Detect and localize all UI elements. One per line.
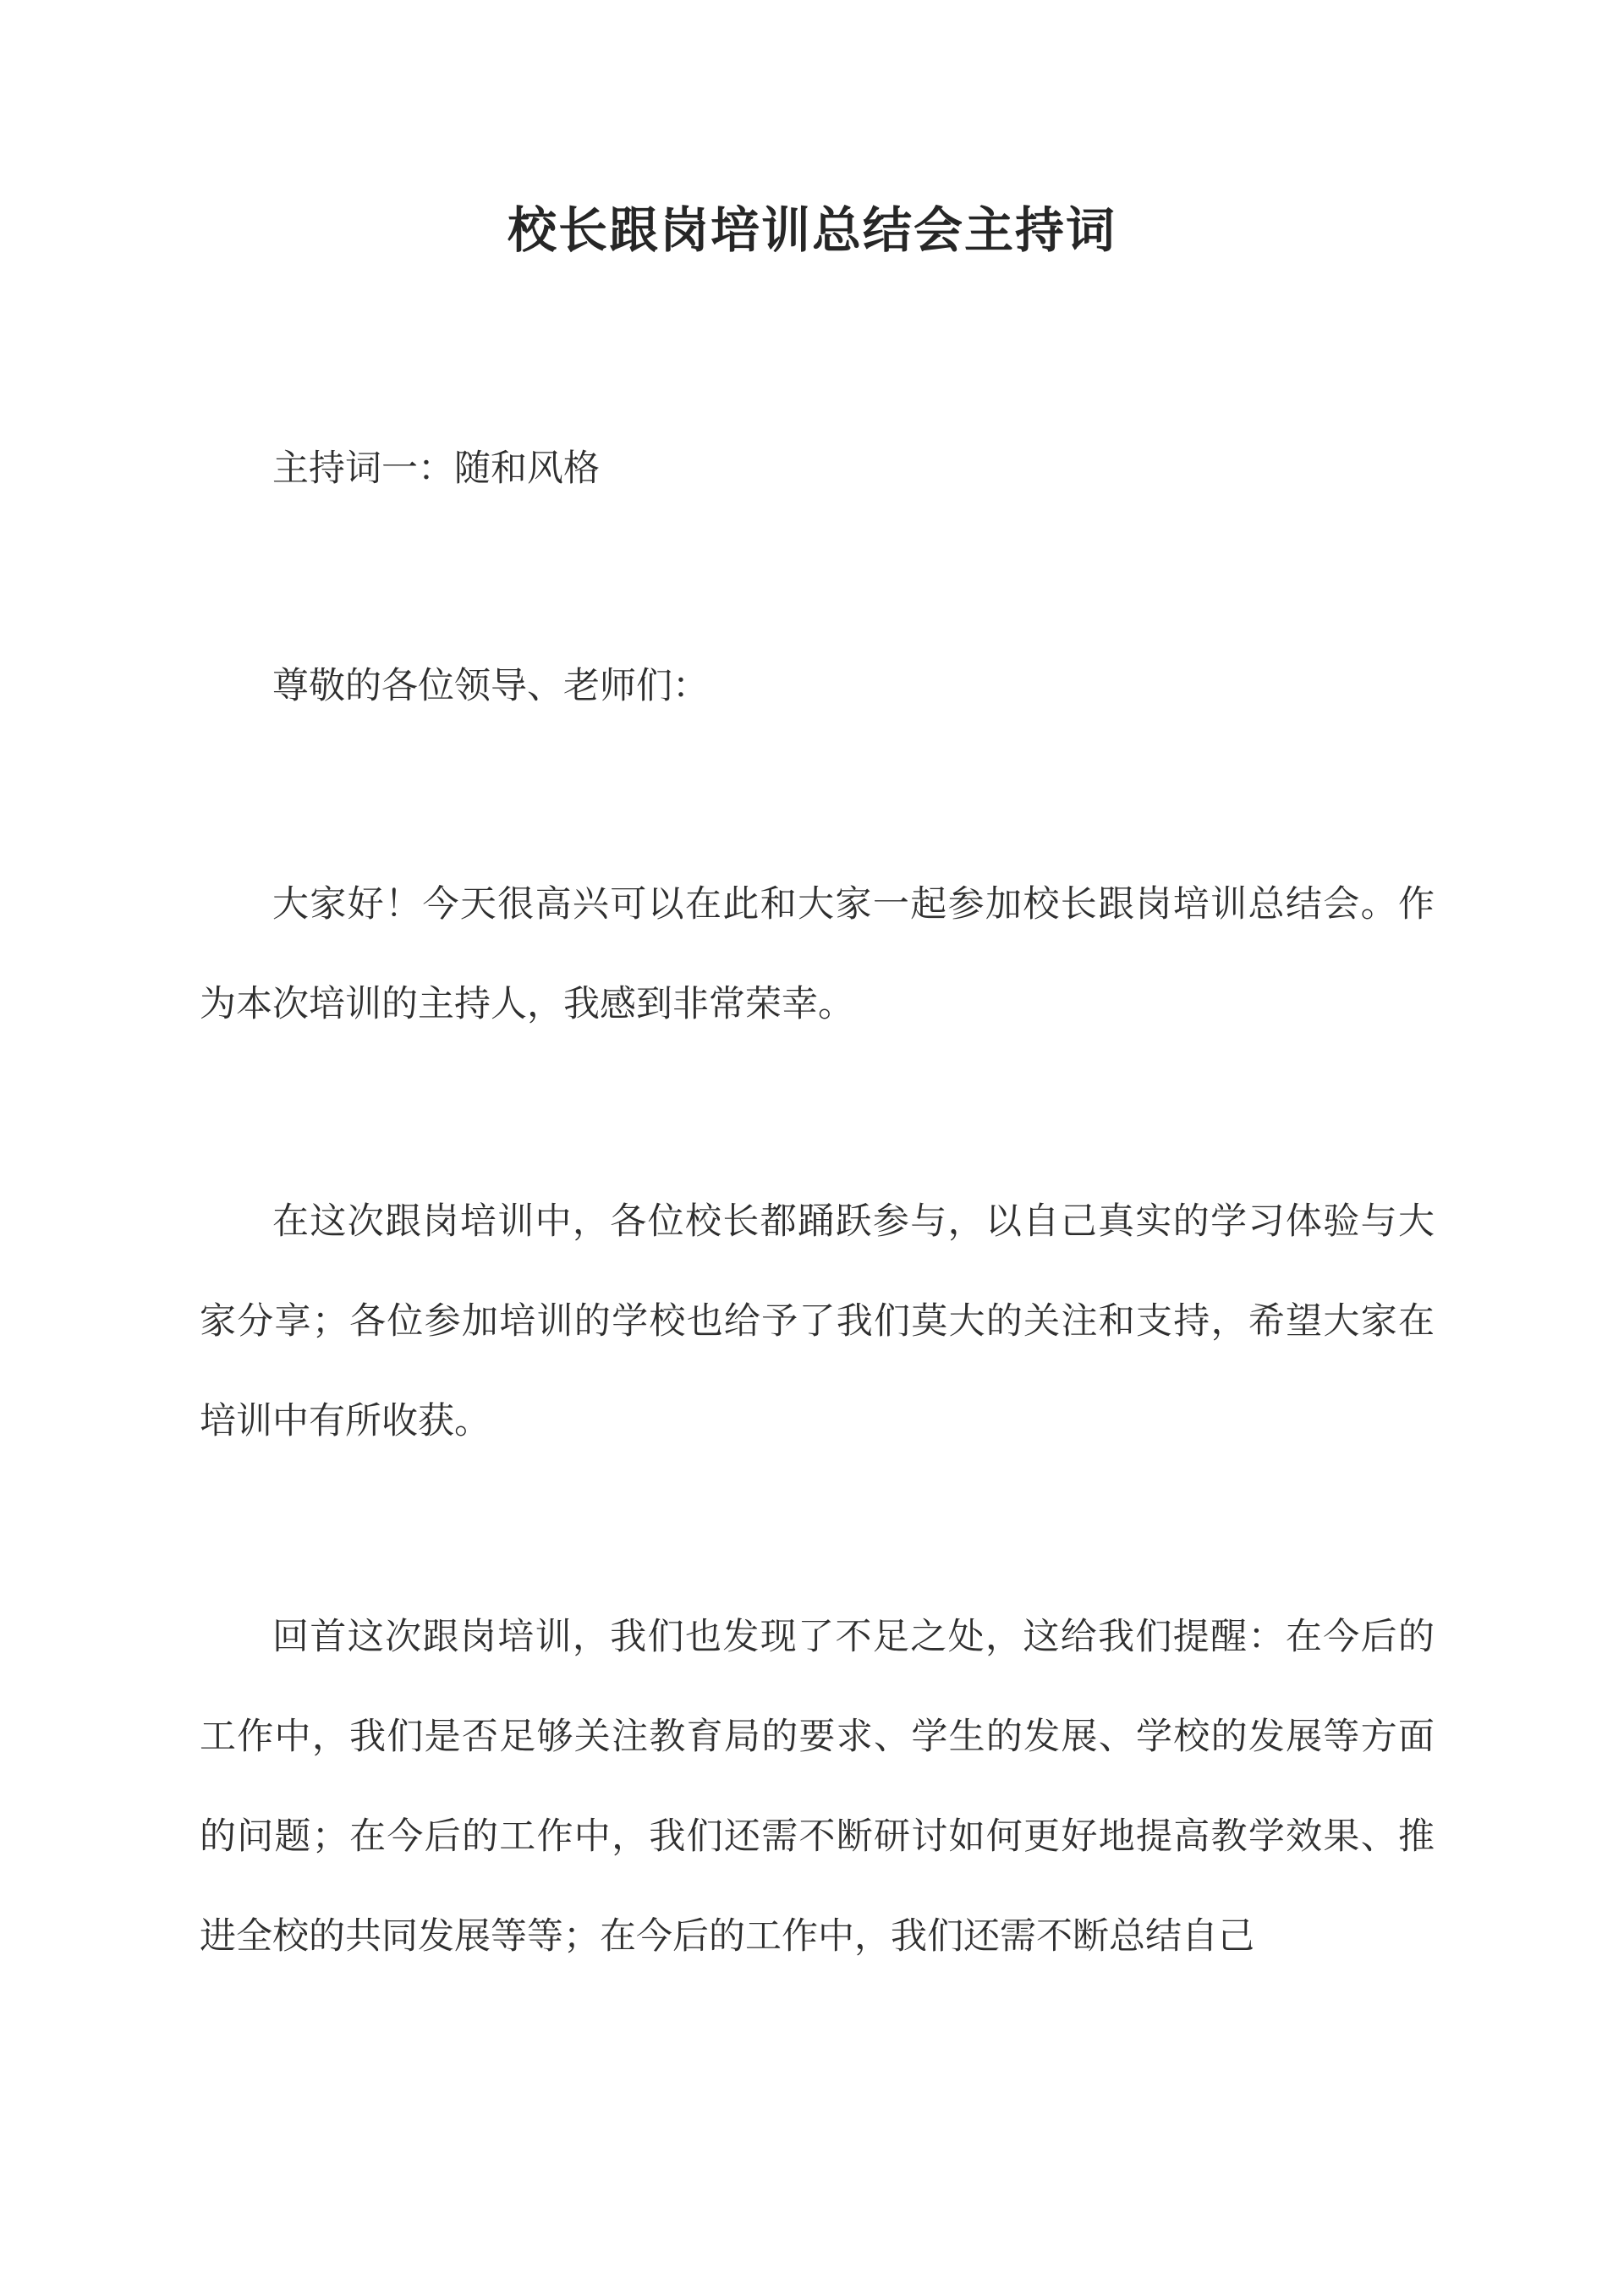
section-heading: 主持词一：随和风格	[272, 448, 600, 490]
paragraph-1: 大家好！今天很高兴可以在此和大家一起参加校长跟岗培训总结会。作为本次培训的主持人，我感到非常荣幸。	[200, 883, 1435, 1025]
paragraph-2: 在这次跟岗培训中，各位校长都踊跃参与，以自己真实的学习体验与大家分享；各位参加培训的学校也给予了我们莫大的关注和支持，希望大家在培训中有所收获。	[200, 1200, 1435, 1442]
greeting-line: 尊敬的各位领导、老师们：	[272, 665, 709, 707]
document-title: 校长跟岗培训总结会主持词	[507, 201, 1116, 259]
paragraph-3: 回首这次跟岗培训，我们也发现了不足之处，这给我们提醒：在今后的工作中，我们是否足够关注教育局的要求、学生的发展、学校的发展等方面的问题；在今后的工作中，我们还需不断研讨如何更好地提高教学效果、推进全校的共同发展等等；在今后的工作中，我们还需不断总结自己	[200, 1616, 1435, 1958]
